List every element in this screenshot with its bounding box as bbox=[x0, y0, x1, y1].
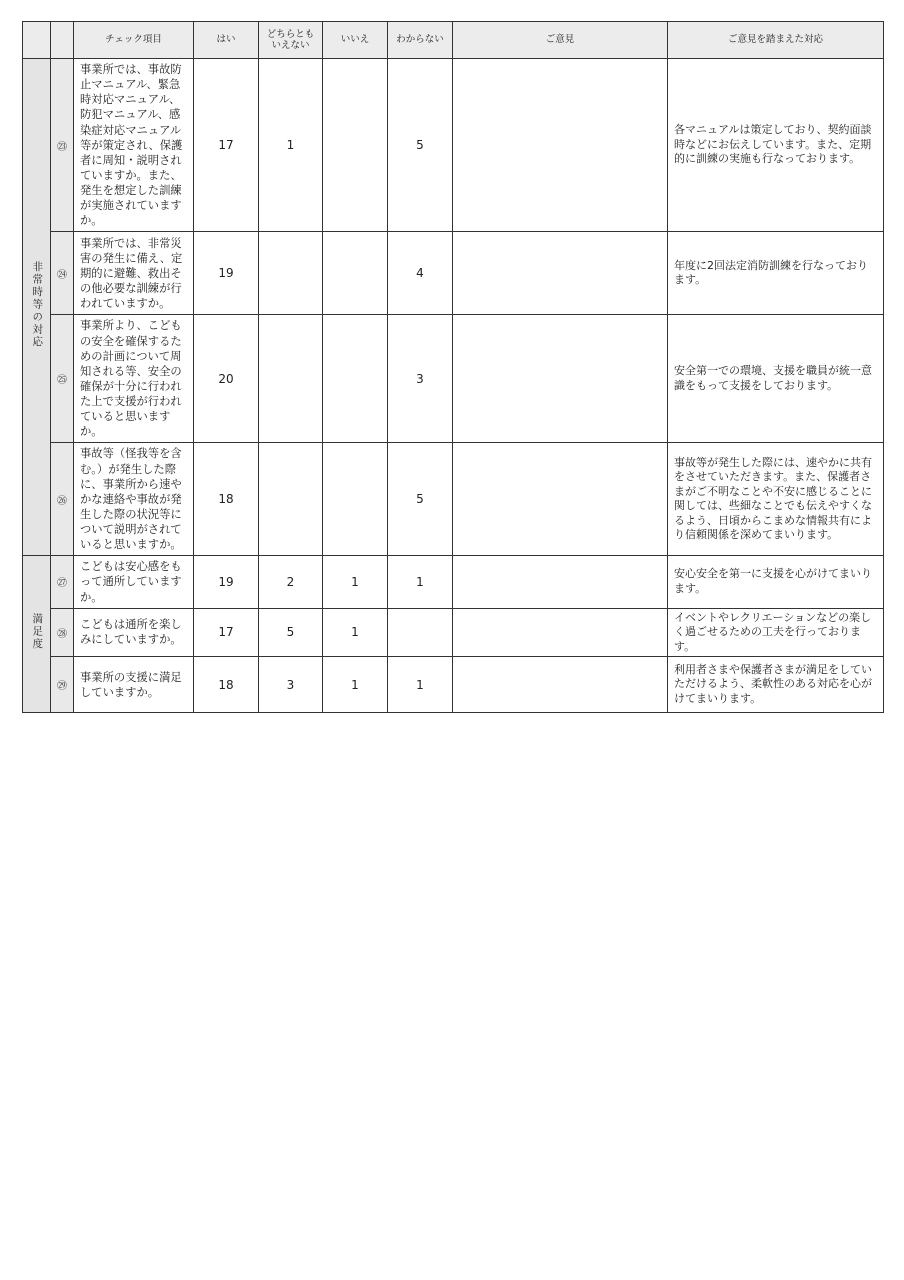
count-unknown: 5 bbox=[388, 443, 453, 556]
item-number: ㉗ bbox=[51, 556, 74, 608]
response-cell: 安全第一での環境、支援を職員が統一意識をもって支援をしております。 bbox=[668, 315, 884, 443]
header-category bbox=[23, 22, 51, 59]
opinion-cell bbox=[453, 443, 668, 556]
count-yes: 19 bbox=[194, 232, 259, 315]
response-cell: 事故等が発生した際には、速やかに共有をさせていただきます。また、保護者さまがご不明なことや不安に感じることに関しては、些細なことでも伝えやすくなるよう、日頃からこまめな情報共有により信頼関係を深めてまいります。 bbox=[668, 443, 884, 556]
table-row bbox=[23, 608, 884, 657]
header-neither: どちらとも いえない bbox=[259, 22, 323, 59]
response-cell: イベントやレクリエーションなどの楽しく過ごせるための工夫を行っております。 bbox=[668, 608, 884, 657]
count-no: 1 bbox=[323, 608, 388, 657]
table-row bbox=[23, 556, 884, 608]
opinion-cell bbox=[453, 59, 668, 232]
count-no bbox=[323, 443, 388, 556]
opinion-cell bbox=[453, 232, 668, 315]
count-unknown: 1 bbox=[388, 657, 453, 713]
header-no: いいえ bbox=[323, 22, 388, 59]
count-unknown: 1 bbox=[388, 556, 453, 608]
category-cell bbox=[23, 556, 51, 713]
table-row bbox=[23, 59, 884, 232]
item-number: ㉕ bbox=[51, 315, 74, 443]
opinion-cell bbox=[453, 315, 668, 443]
count-neither bbox=[259, 315, 323, 443]
table-row bbox=[23, 232, 884, 315]
header-yes: はい bbox=[194, 22, 259, 59]
count-unknown: 4 bbox=[388, 232, 453, 315]
header-check-item: チェック項目 bbox=[74, 22, 194, 59]
header-number bbox=[51, 22, 74, 59]
item-question: こどもは安心感をもって通所していますか。 bbox=[74, 556, 194, 608]
table-row bbox=[23, 657, 884, 713]
category-label: 非常時等の対応 bbox=[31, 261, 44, 349]
count-unknown: 3 bbox=[388, 315, 453, 443]
count-yes: 18 bbox=[194, 657, 259, 713]
count-yes: 19 bbox=[194, 556, 259, 608]
item-number: ㉘ bbox=[51, 608, 74, 657]
category-cell bbox=[23, 59, 51, 556]
evaluation-table bbox=[22, 21, 884, 713]
response-cell: 安心安全を第一に支援を心がけてまいります。 bbox=[668, 556, 884, 608]
count-yes: 18 bbox=[194, 443, 259, 556]
item-question: 事業所より、こどもの安全を確保するための計画について周知される等、安全の確保が十分に行われた上で支援が行われていると思いますか。 bbox=[74, 315, 194, 443]
table-row bbox=[23, 315, 884, 443]
count-unknown bbox=[388, 608, 453, 657]
response-cell: 各マニュアルは策定しており、契約面談時などにお伝えしています。また、定期的に訓練の実施も行なっております。 bbox=[668, 59, 884, 232]
count-no: 1 bbox=[323, 556, 388, 608]
count-no bbox=[323, 232, 388, 315]
item-question: 事業所では、事故防止マニュアル、緊急時対応マニュアル、防犯マニュアル、感染症対応マニュアル等が策定され、保護者に周知・説明されていますか。また、発生を想定した訓練が実施されていますか。 bbox=[74, 59, 194, 232]
header-opinion: ご意見 bbox=[453, 22, 668, 59]
header-response: ご意見を踏まえた対応 bbox=[668, 22, 884, 59]
count-neither bbox=[259, 443, 323, 556]
response-cell: 利用者さまや保護者さまが満足をしていただけるよう、柔軟性のある対応を心がけてまいります。 bbox=[668, 657, 884, 713]
survey-sheet bbox=[22, 21, 883, 713]
count-neither bbox=[259, 232, 323, 315]
count-unknown: 5 bbox=[388, 59, 453, 232]
count-neither: 3 bbox=[259, 657, 323, 713]
item-question: 事業所では、非常災害の発生に備え、定期的に避難、救出その他必要な訓練が行われていますか。 bbox=[74, 232, 194, 315]
response-cell: 年度に2回法定消防訓練を行なっております。 bbox=[668, 232, 884, 315]
item-number: ㉙ bbox=[51, 657, 74, 713]
table-row bbox=[23, 443, 884, 556]
opinion-cell bbox=[453, 608, 668, 657]
count-neither: 5 bbox=[259, 608, 323, 657]
opinion-cell bbox=[453, 657, 668, 713]
count-neither: 1 bbox=[259, 59, 323, 232]
item-number: ㉖ bbox=[51, 443, 74, 556]
item-question: こどもは通所を楽しみにしていますか。 bbox=[74, 608, 194, 657]
count-yes: 17 bbox=[194, 59, 259, 232]
count-yes: 17 bbox=[194, 608, 259, 657]
count-no: 1 bbox=[323, 657, 388, 713]
item-question: 事業所の支援に満足していますか。 bbox=[74, 657, 194, 713]
count-neither: 2 bbox=[259, 556, 323, 608]
item-question: 事故等（怪我等を含む。）が発生した際に、事業所から速やかな連絡や事故が発生した際の状況等について説明がされていると思いますか。 bbox=[74, 443, 194, 556]
count-no bbox=[323, 59, 388, 232]
item-number: ㉓ bbox=[51, 59, 74, 232]
header-unknown: わからない bbox=[388, 22, 453, 59]
category-label: 満足度 bbox=[31, 613, 44, 651]
count-no bbox=[323, 315, 388, 443]
opinion-cell bbox=[453, 556, 668, 608]
item-number: ㉔ bbox=[51, 232, 74, 315]
header-row bbox=[23, 22, 884, 59]
count-yes: 20 bbox=[194, 315, 259, 443]
